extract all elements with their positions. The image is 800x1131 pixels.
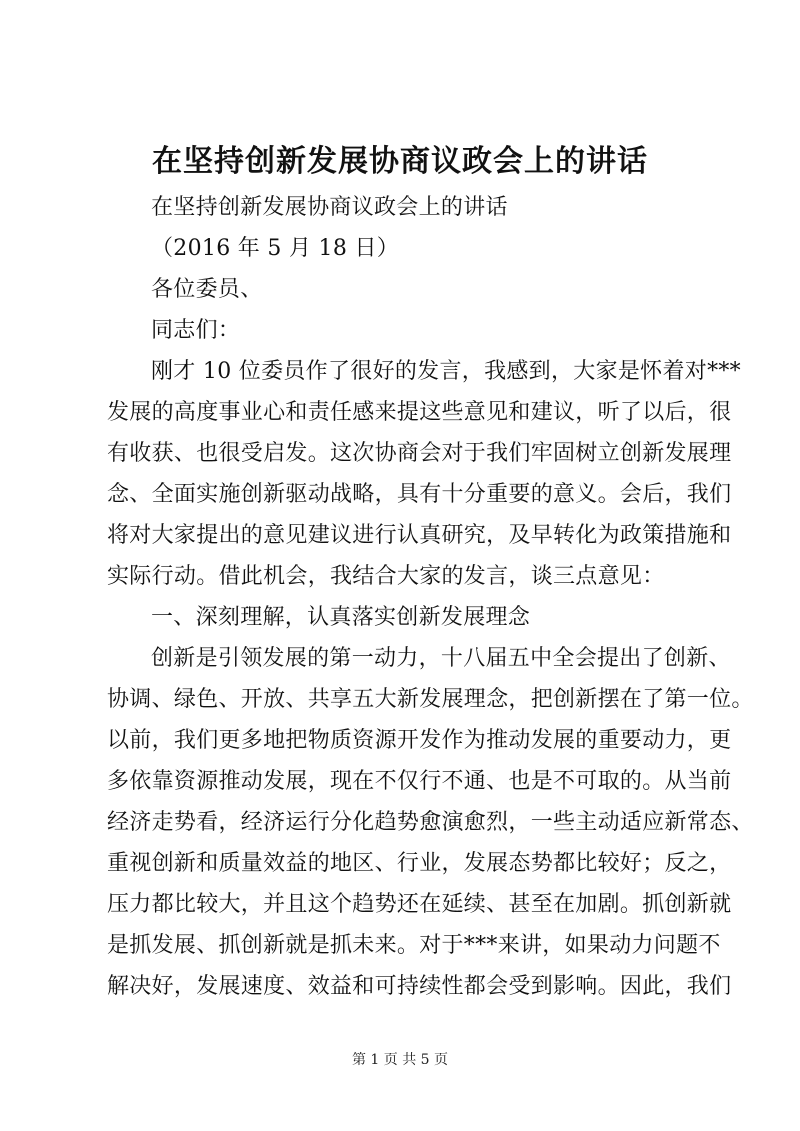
- paragraph-line: 多依靠资源推动发展，现在不仅行不通、也是不可取的。从当前: [107, 769, 732, 794]
- section-heading: 一、深刻理解，认真落实创新发展理念: [151, 605, 531, 630]
- page-number-footer: 第 1 页 共 5 页: [351, 1052, 449, 1068]
- paragraph-line: 解决好，发展速度、效益和可持续性都会受到影响。因此，我们: [107, 974, 732, 999]
- paragraph-line: 将对大家提出的意见建议进行认真研究，及早转化为政策措施和: [107, 523, 732, 548]
- paragraph-line: 压力都比较大，并且这个趋势还在延续、甚至在加剧。抓创新就: [107, 892, 732, 917]
- paragraph-line: 实际行动。借此机会，我结合大家的发言，谈三点意见：: [107, 564, 665, 589]
- paragraph-line: 刚才 10 位委员作了很好的发言，我感到，大家是怀着对***: [151, 359, 741, 384]
- paragraph-line: 念、全面实施创新驱动战略，具有十分重要的意义。会后，我们: [107, 482, 732, 507]
- paragraph-line: 有收获、也很受启发。这次协商会对于我们牢固树立创新发展理: [107, 441, 732, 466]
- salutation-line: 同志们：: [151, 318, 241, 343]
- date-line: （2016 年 5 月 18 日）: [151, 236, 400, 261]
- salutation-line: 各位委员、: [151, 277, 263, 302]
- paragraph-line: 是抓发展、抓创新就是抓未来。对于***来讲，如果动力问题不: [107, 933, 721, 958]
- paragraph-line: 重视创新和质量效益的地区、行业，发展态势都比较好；反之，: [107, 851, 732, 876]
- document-title: 在坚持创新发展协商议政会上的讲话: [152, 144, 648, 179]
- paragraph-line: 经济走势看，经济运行分化趋势愈演愈烈，一些主动适应新常态、: [107, 810, 754, 835]
- document-body: [107, 187, 754, 1007]
- paragraph-line: 协调、绿色、开放、共享五大新发展理念，把创新摆在了第一位。: [107, 687, 754, 712]
- paragraph-line: 创新是引领发展的第一动力，十八届五中全会提出了创新、: [151, 646, 731, 671]
- paragraph-line: 以前，我们更多地把物质资源开发作为推动发展的重要动力，更: [107, 728, 732, 753]
- subtitle-line: 在坚持创新发展协商议政会上的讲话: [151, 195, 508, 220]
- paragraph-line: 发展的高度事业心和责任感来提这些意见和建议，听了以后，很: [107, 400, 732, 425]
